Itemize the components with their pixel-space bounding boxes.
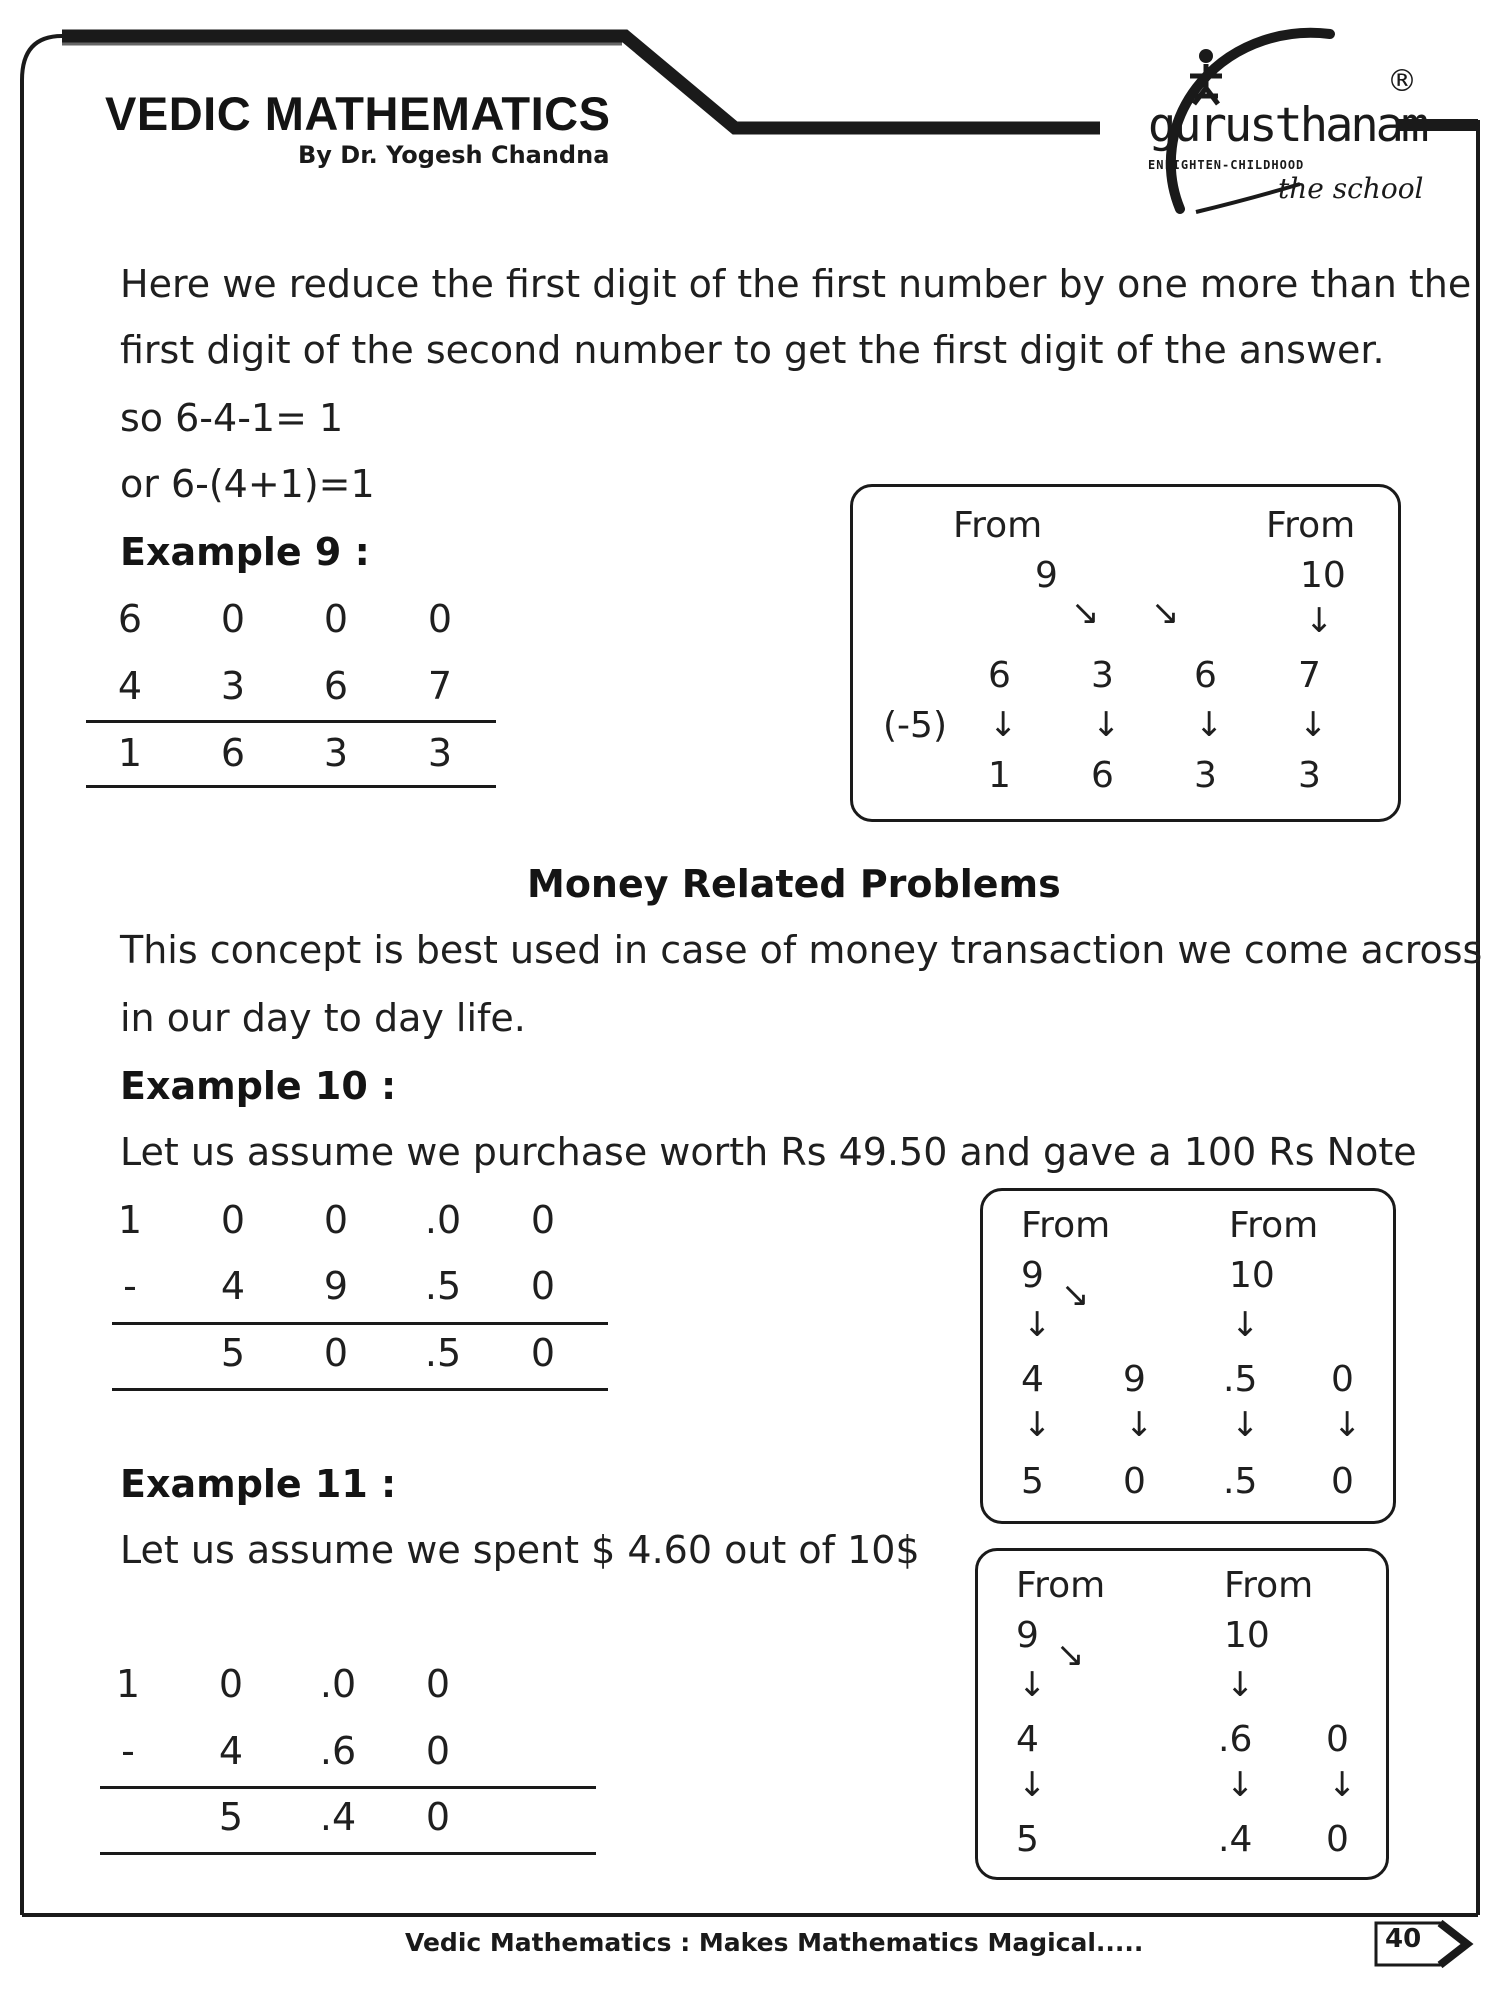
minus-five-label: (-5) bbox=[883, 705, 947, 746]
digit: 0 bbox=[220, 1198, 246, 1242]
down-arrow-icon: ↓ bbox=[1018, 1765, 1047, 1805]
digit: 3 bbox=[220, 664, 246, 708]
digit: 0 bbox=[1123, 1461, 1146, 1502]
down-arrow-icon: ↓ bbox=[1333, 1405, 1362, 1445]
logo-subtitle: the school bbox=[1278, 172, 1424, 205]
sum-rule bbox=[100, 1852, 596, 1855]
nine-label: 9 bbox=[1035, 555, 1058, 596]
digit: 3 bbox=[1194, 755, 1217, 796]
digit: 5 bbox=[1021, 1461, 1044, 1502]
page-number: 40 bbox=[1385, 1924, 1422, 1954]
diagonal-arrow-icon: ↘ bbox=[1061, 1275, 1090, 1315]
digit: 6 bbox=[117, 597, 143, 641]
digit: 3 bbox=[1091, 655, 1114, 696]
digit: 3 bbox=[323, 731, 349, 775]
sum-rule bbox=[86, 785, 496, 788]
minus-sign: - bbox=[121, 1729, 135, 1773]
intro-line-2: first digit of the second number to get the first digit of the answer. bbox=[120, 328, 1385, 372]
sum-rule bbox=[112, 1322, 608, 1325]
logo-tagline: ENLIGHTEN-CHILDHOOD bbox=[1148, 158, 1305, 172]
down-arrow-icon: ↓ bbox=[1195, 705, 1224, 745]
digit: 0 bbox=[323, 597, 349, 641]
digit: 0 bbox=[323, 1331, 349, 1375]
ten-label: 10 bbox=[1224, 1615, 1270, 1656]
digit: 3 bbox=[1298, 755, 1321, 796]
digit: 1 bbox=[117, 1198, 143, 1242]
diagonal-arrow-icon: ↘ bbox=[1056, 1635, 1085, 1675]
down-arrow-icon: ↓ bbox=[1305, 601, 1334, 641]
example-11-text: Let us assume we spent $ 4.60 out of 10$ bbox=[120, 1528, 920, 1572]
example-10-method-box bbox=[980, 1188, 1396, 1524]
digit: 7 bbox=[427, 664, 453, 708]
digit: 0 bbox=[530, 1264, 556, 1308]
diagonal-arrow-icon: ↘ bbox=[1151, 593, 1180, 633]
digit: 4 bbox=[117, 664, 143, 708]
down-arrow-icon: ↓ bbox=[1023, 1405, 1052, 1445]
digit: 0 bbox=[425, 1729, 451, 1773]
from-label: From bbox=[1021, 1205, 1111, 1246]
down-arrow-icon: ↓ bbox=[1328, 1765, 1357, 1805]
digit: .5 bbox=[1223, 1359, 1258, 1400]
digit: 5 bbox=[220, 1331, 246, 1375]
digit: 6 bbox=[323, 664, 349, 708]
digit: 0 bbox=[425, 1795, 451, 1839]
digit: .5 bbox=[424, 1331, 462, 1375]
registered-mark: ® bbox=[1387, 64, 1417, 99]
digit: .4 bbox=[319, 1795, 357, 1839]
intro-line-1: Here we reduce the first digit of the first number by one more than the bbox=[120, 262, 1472, 306]
digit: 5 bbox=[218, 1795, 244, 1839]
digit: 9 bbox=[323, 1264, 349, 1308]
digit: 3 bbox=[427, 731, 453, 775]
page-title: VEDIC MATHEMATICS bbox=[105, 87, 611, 140]
nine-label: 9 bbox=[1016, 1615, 1039, 1656]
from-label: From bbox=[1266, 505, 1356, 546]
digit: 6 bbox=[220, 731, 246, 775]
digit: 1 bbox=[117, 731, 143, 775]
digit: 0 bbox=[323, 1198, 349, 1242]
down-arrow-icon: ↓ bbox=[1023, 1305, 1052, 1345]
example-10-text: Let us assume we purchase worth Rs 49.50 and gave a 100 Rs Note bbox=[120, 1130, 1417, 1174]
example-11-heading: Example 11 : bbox=[120, 1462, 397, 1506]
digit: 0 bbox=[530, 1331, 556, 1375]
digit: .5 bbox=[1223, 1461, 1258, 1502]
ten-label: 10 bbox=[1229, 1255, 1275, 1296]
digit: 0 bbox=[530, 1198, 556, 1242]
intro-line-4: or 6-(4+1)=1 bbox=[120, 462, 375, 506]
example-9-method-box bbox=[850, 484, 1401, 822]
digit: 0 bbox=[427, 597, 453, 641]
digit: 4 bbox=[218, 1729, 244, 1773]
logo-wordmark: gurusthanam bbox=[1148, 98, 1427, 153]
diagonal-arrow-icon: ↘ bbox=[1071, 593, 1100, 633]
down-arrow-icon: ↓ bbox=[1231, 1405, 1260, 1445]
money-line-2: in our day to day life. bbox=[120, 996, 526, 1040]
digit: 6 bbox=[1091, 755, 1114, 796]
digit: 6 bbox=[1194, 655, 1217, 696]
down-arrow-icon: ↓ bbox=[1231, 1305, 1260, 1345]
author-line: By Dr. Yogesh Chandna bbox=[298, 141, 610, 169]
example-9-heading: Example 9 : bbox=[120, 530, 370, 574]
digit: 0 bbox=[425, 1662, 451, 1706]
nine-label: 9 bbox=[1021, 1255, 1044, 1296]
digit: .6 bbox=[319, 1729, 357, 1773]
ten-label: 10 bbox=[1300, 555, 1346, 596]
digit: 7 bbox=[1298, 655, 1321, 696]
digit: 0 bbox=[1331, 1359, 1354, 1400]
from-label: From bbox=[953, 505, 1043, 546]
from-label: From bbox=[1016, 1565, 1106, 1606]
down-arrow-icon: ↓ bbox=[1125, 1405, 1154, 1445]
digit: 4 bbox=[1016, 1719, 1039, 1760]
digit: 6 bbox=[988, 655, 1011, 696]
digit: .6 bbox=[1218, 1719, 1253, 1760]
example-10-heading: Example 10 : bbox=[120, 1064, 397, 1108]
from-label: From bbox=[1229, 1205, 1319, 1246]
sum-rule bbox=[100, 1786, 596, 1789]
minus-sign: - bbox=[123, 1264, 137, 1308]
digit: 0 bbox=[218, 1662, 244, 1706]
sum-rule bbox=[112, 1388, 608, 1391]
example-11-method-box bbox=[975, 1548, 1389, 1880]
digit: 1 bbox=[988, 755, 1011, 796]
digit: 1 bbox=[115, 1662, 141, 1706]
down-arrow-icon: ↓ bbox=[1092, 705, 1121, 745]
down-arrow-icon: ↓ bbox=[989, 705, 1018, 745]
section-heading: Money Related Problems bbox=[527, 862, 1061, 906]
digit: .0 bbox=[424, 1198, 462, 1242]
digit: 0 bbox=[220, 597, 246, 641]
sum-rule bbox=[86, 720, 496, 723]
digit: 0 bbox=[1326, 1719, 1349, 1760]
digit: .0 bbox=[319, 1662, 357, 1706]
down-arrow-icon: ↓ bbox=[1299, 705, 1328, 745]
digit: 0 bbox=[1326, 1819, 1349, 1860]
down-arrow-icon: ↓ bbox=[1226, 1665, 1255, 1705]
digit: 0 bbox=[1331, 1461, 1354, 1502]
intro-line-3: so 6-4-1= 1 bbox=[120, 396, 344, 440]
digit: 4 bbox=[1021, 1359, 1044, 1400]
from-label: From bbox=[1224, 1565, 1314, 1606]
down-arrow-icon: ↓ bbox=[1018, 1665, 1047, 1705]
down-arrow-icon: ↓ bbox=[1226, 1765, 1255, 1805]
digit: 4 bbox=[220, 1264, 246, 1308]
digit: 9 bbox=[1123, 1359, 1146, 1400]
digit: .4 bbox=[1218, 1819, 1253, 1860]
money-line-1: This concept is best used in case of money transaction we come across bbox=[120, 928, 1483, 972]
digit: .5 bbox=[424, 1264, 462, 1308]
footer-tagline: Vedic Mathematics : Makes Mathematics Magical..... bbox=[405, 1928, 1144, 1957]
digit: 5 bbox=[1016, 1819, 1039, 1860]
